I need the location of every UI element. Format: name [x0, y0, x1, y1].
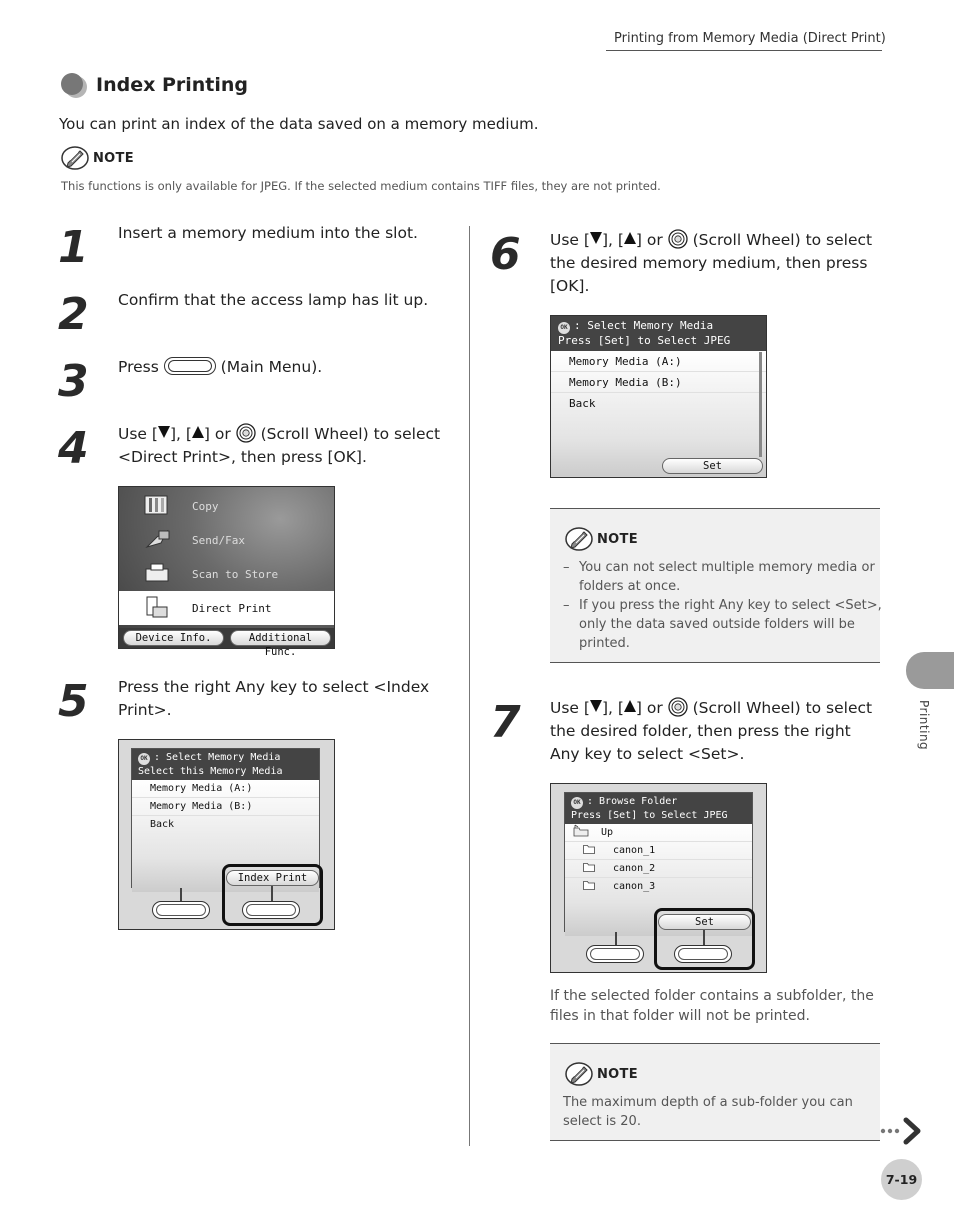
main-menu-footer — [119, 628, 334, 658]
note-step6-body — [563, 558, 882, 653]
ok-badge-icon: OK — [138, 753, 150, 765]
column-divider — [469, 226, 470, 1146]
list-item[interactable]: canon_2 — [565, 860, 752, 878]
folder-icon — [583, 862, 595, 872]
step-4-text: Use [ ], [ ] or (Scroll Wheel) to select <Direct Print>, then press [OK]. — [118, 425, 441, 466]
chapter-side-tab — [906, 652, 954, 689]
right-any-key[interactable] — [242, 901, 300, 919]
additional-func-button[interactable]: Additional Func. — [230, 630, 331, 646]
note-pencil-icon — [61, 146, 89, 170]
folder-icon — [583, 880, 595, 890]
up-arrow-key-icon — [624, 232, 636, 244]
step-3-text-before: Press — [118, 358, 159, 376]
folder-icon — [583, 844, 595, 854]
chapter-side-label: Printing — [917, 700, 931, 751]
scroll-wheel-icon — [668, 697, 688, 717]
step-6-text: Use [ ], [ ] or (Scroll Wheel) to select the desired memory medium, then press [OK]. — [550, 231, 873, 295]
page-number: 7-19 — [881, 1159, 922, 1200]
list-item[interactable]: Up — [565, 824, 752, 842]
step-number-5: 5 — [58, 676, 87, 727]
list-item[interactable]: Back — [150, 819, 175, 830]
ok-badge-icon: OK — [571, 797, 583, 809]
copy-icon — [143, 493, 173, 519]
step-7-text: Use [ ], [ ] or (Scroll Wheel) to select the desired folder, then press the right Any key to select <Set>. — [550, 699, 873, 763]
menu-item-copy[interactable]: Copy — [119, 489, 334, 523]
set-button[interactable]: Set — [658, 914, 751, 930]
scroll-wheel-icon — [668, 229, 688, 249]
step-number-3: 3 — [58, 356, 87, 407]
select-memory-media-screen-step6: OK : Select Memory Media Press [Set] to Select JPEG Memory Media (A:) Memory Media (B:) Back Set — [550, 315, 767, 478]
section-intro: You can print an index of the data saved on a memory medium. — [59, 115, 539, 133]
step-3-text — [118, 356, 322, 379]
list-item[interactable]: Memory Media (B:) — [132, 798, 319, 816]
scrollbar[interactable] — [759, 352, 762, 457]
note-step6-item-1: – You can not select multiple memory media or folders at once. — [563, 558, 873, 596]
note-step7-heading: NOTE — [565, 1062, 638, 1086]
step-3-text-after: (Main Menu). — [220, 358, 323, 376]
ok-badge-icon: OK — [558, 322, 570, 334]
step-number-1: 1 — [58, 222, 87, 273]
menu-item-scan-to-store[interactable]: Scan to Store — [119, 557, 334, 591]
scan-to-store-icon — [143, 561, 173, 587]
running-header: Printing from Memory Media (Direct Print) — [614, 31, 886, 46]
top-note-label: NOTE — [93, 150, 134, 166]
section-title: Index Printing — [96, 74, 249, 96]
up-arrow-key-icon — [192, 426, 204, 438]
top-note-heading — [61, 146, 134, 170]
left-any-key[interactable] — [152, 901, 210, 919]
down-arrow-key-icon — [158, 426, 170, 438]
step-number-7: 7 — [490, 697, 519, 748]
menu-item-send-fax[interactable]: Send/Fax — [119, 523, 334, 557]
section-bullet-icon — [60, 72, 88, 100]
step-number-4: 4 — [58, 423, 87, 474]
down-arrow-key-icon — [590, 232, 602, 244]
list-item[interactable]: canon_3 — [565, 878, 752, 896]
top-note-text: This functions is only available for JPEG. If the selected medium contains TIFF files, they are not printed. — [61, 179, 661, 193]
list-item[interactable]: canon_1 — [565, 842, 752, 860]
main-menu-screen — [118, 486, 335, 658]
list-item[interactable]: Back — [569, 397, 596, 410]
step-1-text: Insert a memory medium into the slot. — [118, 224, 418, 242]
list-item[interactable]: Memory Media (B:) — [551, 372, 766, 393]
note-pencil-icon — [565, 1062, 593, 1086]
list-item[interactable]: Memory Media (A:) — [132, 780, 319, 798]
select-memory-media-screen-step5: OK : Select Memory Media Select this Memory Media Memory Media (A:) Memory Media (B:) Back Index Print — [118, 739, 335, 930]
step-5-text: Press the right Any key to select <Index Print>. — [118, 678, 430, 719]
direct-print-icon — [143, 595, 173, 621]
note-step6-item-2: – If you press the right Any key to select <Set>, only the data saved outside folders will be printed. — [563, 596, 873, 653]
note-pencil-icon — [565, 527, 593, 551]
next-page-arrow-icon — [880, 1116, 925, 1146]
scroll-wheel-icon — [236, 423, 256, 443]
device-info-button[interactable]: Device Info. — [123, 630, 224, 646]
menu-item-direct-print[interactable]: Direct Print — [119, 591, 334, 625]
left-any-key[interactable] — [586, 945, 644, 963]
step-2-text: Confirm that the access lamp has lit up. — [118, 291, 429, 309]
step-number-6: 6 — [490, 229, 519, 280]
send-fax-icon — [143, 527, 173, 553]
browse-folder-screen: OK : Browse Folder Press [Set] to Select JPEG Up canon_1 canon_2 canon_3 Set — [550, 783, 767, 973]
header-rule — [606, 50, 882, 51]
note-step7-body: The maximum depth of a sub-folder you can select is 20. — [563, 1095, 853, 1129]
up-arrow-key-icon — [624, 700, 636, 712]
main-menu-key-icon — [164, 357, 216, 375]
note-step6-heading: NOTE — [565, 527, 638, 551]
index-print-button[interactable]: Index Print — [226, 870, 319, 886]
step-7-note-paragraph: If the selected folder contains a subfolder, the files in that folder will not be printed. — [550, 988, 874, 1024]
folder-up-icon — [573, 825, 589, 837]
set-button[interactable]: Set — [662, 458, 763, 474]
down-arrow-key-icon — [590, 700, 602, 712]
list-item[interactable]: Memory Media (A:) — [551, 351, 766, 372]
right-any-key[interactable] — [674, 945, 732, 963]
step-number-2: 2 — [58, 289, 87, 340]
